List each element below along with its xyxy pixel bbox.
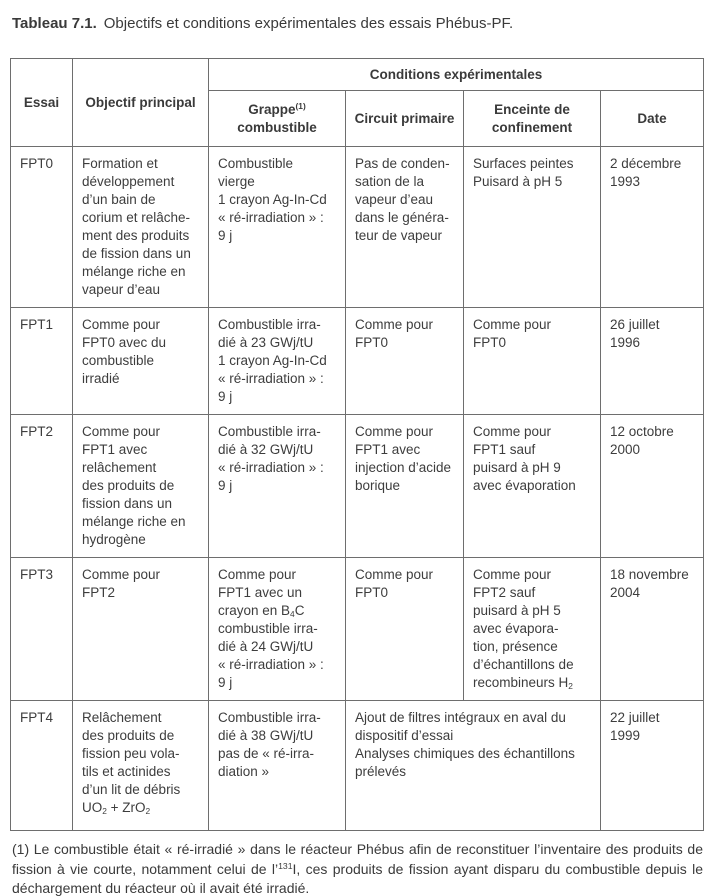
header-enceinte-confinement: Enceinte de confinement xyxy=(464,91,601,147)
table-row-fpt4 xyxy=(11,701,704,831)
header-essai: Essai xyxy=(11,59,73,147)
cell-fpt1-date: 26 juillet 1996 xyxy=(601,308,704,415)
cell-fpt3-circuit: Comme pour FPT0 xyxy=(346,558,464,701)
table-caption xyxy=(12,14,705,34)
cell-fpt2-date: 12 octobre 2000 xyxy=(601,415,704,558)
cell-fpt1-objectif: Comme pour FPT0 avec du combustible irradié xyxy=(73,308,209,415)
cell-fpt1-enceinte: Comme pour FPT0 xyxy=(464,308,601,415)
header-circuit-primaire: Circuit primaire xyxy=(346,91,464,147)
cell-fpt3-enceinte: Comme pour FPT2 sauf puisard à pH 5 avec évapora- tion, présence d’échantillons de recombineurs $H_2$ xyxy=(464,558,601,701)
cell-fpt1-circuit: Comme pour FPT0 xyxy=(346,308,464,415)
cell-fpt1-essai: FPT1 xyxy=(11,308,73,415)
cell-fpt4-objectif: Relâchement des produits de fission peu vola- tils et actinides d’un lit de débris $UO_2 + ZrO_2$ xyxy=(73,701,209,831)
header-date: Date xyxy=(601,91,704,147)
cell-fpt2-objectif: Comme pour FPT1 avec relâchement des produits de fission dans un mélange riche en hydrogène xyxy=(73,415,209,558)
cell-fpt0-date: 2 décembre 1993 xyxy=(601,147,704,308)
cell-fpt0-objectif: Formation et développement d’un bain de corium et relâche- ment des produits de fission dans un mélange riche en vapeur d’eau xyxy=(73,147,209,308)
cell-fpt2-essai: FPT2 xyxy=(11,415,73,558)
table-row-fpt0 xyxy=(11,147,704,308)
cell-fpt3-grappe: Comme pour FPT1 avec un crayon en $B_4C$ combustible irra- dié à 24 GWj/tU « ré-irradiation » : 9 j xyxy=(209,558,346,701)
cell-fpt4-circuit-enceinte: Ajout de filtres intégraux en aval du dispositif d’essai Analyses chimiques des échantillons prélevés xyxy=(346,701,601,831)
cell-fpt0-enceinte: Surfaces peintes Puisard à pH 5 xyxy=(464,147,601,308)
table-caption-text: Objectifs et conditions expérimentales des essais Phébus-PF. xyxy=(103,15,514,32)
table-header xyxy=(11,59,704,147)
cell-fpt3-essai: FPT3 xyxy=(11,558,73,701)
experiments-table xyxy=(10,58,704,831)
footnote: (1) Le combustible était « ré-irradié » dans le réacteur Phébus afin de reconstituer l’inventaire des produits de fission à vie courte, notamment celui de l’$^{131}$I, ces produits de fission ayant disparu du combustible depuis le déchargement du réacteur où il avait été irradié. xyxy=(12,841,703,896)
cell-fpt2-grappe: Combustible irra- dié à 32 GWj/tU « ré-irradiation » : 9 j xyxy=(209,415,346,558)
cell-fpt4-grappe: Combustible irra- dié à 38 GWj/tU pas de « ré-irra- diation » xyxy=(209,701,346,831)
cell-fpt0-essai: FPT0 xyxy=(11,147,73,308)
header-conditions: Conditions expérimentales xyxy=(209,59,704,91)
header-row-conditions xyxy=(11,59,704,91)
header-objectif: Objectif principal xyxy=(73,59,209,147)
cell-fpt4-date: 22 juillet 1999 xyxy=(601,701,704,831)
cell-fpt1-grappe: Combustible irra- dié à 23 GWj/tU 1 crayon Ag-In-Cd « ré-irradiation » : 9 j xyxy=(209,308,346,415)
table-row-fpt2 xyxy=(11,415,704,558)
cell-fpt2-circuit: Comme pour FPT1 avec injection d’acide borique xyxy=(346,415,464,558)
cell-fpt4-essai: FPT4 xyxy=(11,701,73,831)
table-row-fpt3 xyxy=(11,558,704,701)
table-caption-number: Tableau 7.1. xyxy=(12,15,97,32)
header-grappe-combustible: Grappe$^{(1)}$ combustible xyxy=(209,91,346,147)
cell-fpt2-enceinte: Comme pour FPT1 sauf puisard à pH 9 avec évaporation xyxy=(464,415,601,558)
table-row-fpt1 xyxy=(11,308,704,415)
cell-fpt0-circuit: Pas de conden- sation de la vapeur d’eau dans le généra- teur de vapeur xyxy=(346,147,464,308)
cell-fpt3-objectif: Comme pour FPT2 xyxy=(73,558,209,701)
cell-fpt3-date: 18 novembre 2004 xyxy=(601,558,704,701)
cell-fpt0-grappe: Combustible vierge 1 crayon Ag-In-Cd « ré-irradiation » : 9 j xyxy=(209,147,346,308)
